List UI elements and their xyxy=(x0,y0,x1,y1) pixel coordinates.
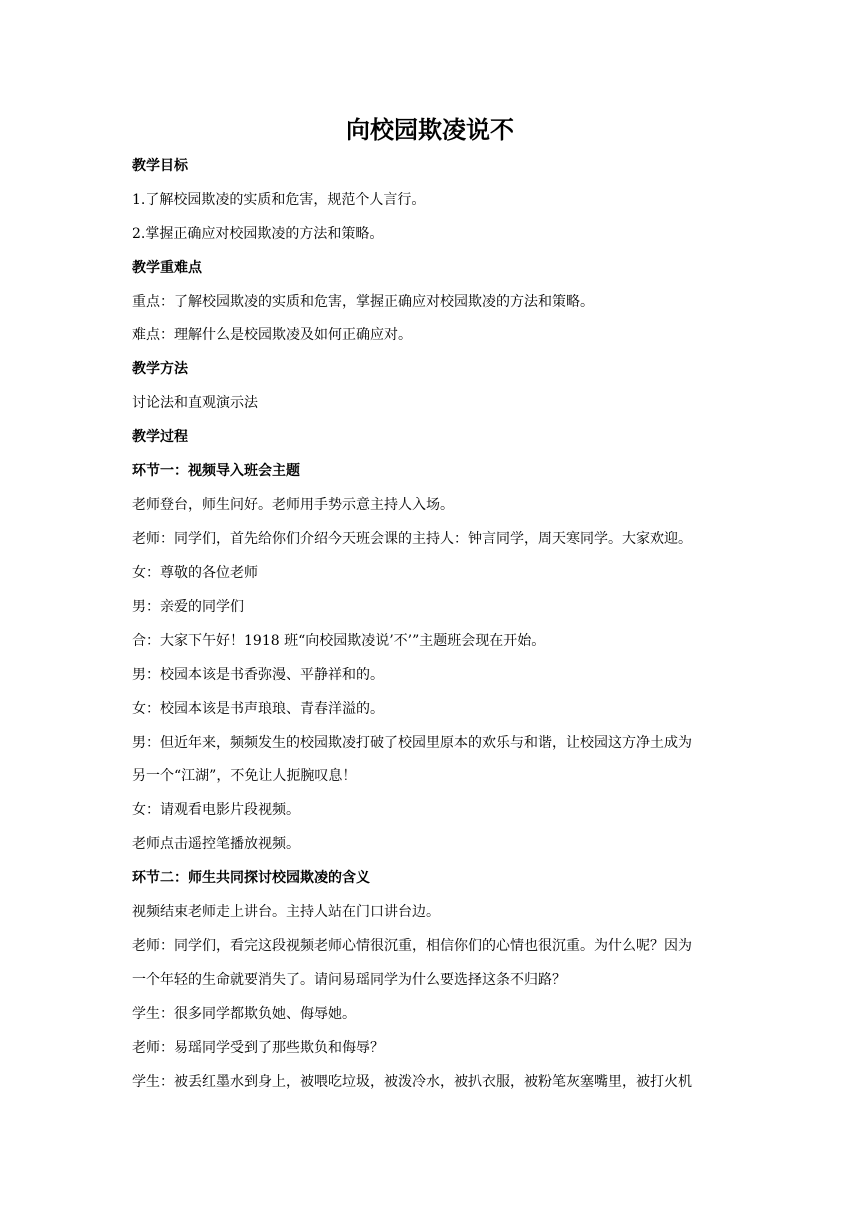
section-heading-process: 教学过程 xyxy=(132,429,188,445)
paragraph-line: 另一个“江湖”，不免让人扼腕叹息！ xyxy=(132,768,357,784)
paragraph-line: 老师点击遥控笔播放视频。 xyxy=(132,836,300,852)
paragraph-line: 男：校园本该是书香弥漫、平静祥和的。 xyxy=(132,667,384,683)
paragraph-line: 老师：同学们，首先给你们介绍今天班会课的主持人：钟言同学，周天寒同学。大家欢迎。 xyxy=(132,531,692,547)
paragraph-line: 男：亲爱的同学们 xyxy=(132,599,244,615)
section-heading-step-one: 环节一：视频导入班会主题 xyxy=(132,463,300,479)
paragraph-line: 学生：很多同学都欺负她、侮辱她。 xyxy=(132,1006,356,1022)
document-title: 向校园欺凌说不 xyxy=(346,116,514,144)
paragraph-line: 男：但近年来，频频发生的校园欺凌打破了校园里原本的欢乐与和谐，让校园这方净土成为 xyxy=(132,735,692,751)
section-heading-objectives: 教学目标 xyxy=(132,158,188,174)
paragraph-line: 难点：理解什么是校园欺凌及如何正确应对。 xyxy=(132,327,412,343)
section-heading-key-points: 教学重难点 xyxy=(132,260,202,276)
paragraph-line: 女：尊敬的各位老师 xyxy=(132,565,258,581)
paragraph-line: 视频结束老师走上讲台。主持人站在门口讲台边。 xyxy=(132,904,440,920)
paragraph-line: 一个年轻的生命就要消失了。请问易瑶同学为什么要选择这条不归路？ xyxy=(132,972,566,988)
paragraph-line: 讨论法和直观演示法 xyxy=(132,395,258,411)
paragraph-line: 重点：了解校园欺凌的实质和危害，掌握正确应对校园欺凌的方法和策略。 xyxy=(132,294,594,310)
paragraph-line: 1.了解校园欺凌的实质和危害，规范个人言行。 xyxy=(132,192,426,208)
paragraph-line: 老师：同学们，看完这段视频老师心情很沉重，相信你们的心情也很沉重。为什么呢？因为 xyxy=(132,938,692,954)
paragraph-line: 2.掌握正确应对校园欺凌的方法和策略。 xyxy=(132,226,384,242)
paragraph-line: 老师登台，师生问好。老师用手势示意主持人入场。 xyxy=(132,497,454,513)
paragraph-line: 老师：易瑶同学受到了那些欺负和侮辱？ xyxy=(132,1040,384,1056)
section-heading-methods: 教学方法 xyxy=(132,361,188,377)
paragraph-line: 女：请观看电影片段视频。 xyxy=(132,802,300,818)
paragraph-line: 学生：被丢红墨水到身上，被喂吃垃圾，被泼冷水，被扒衣服，被粉笔灰塞嘴里，被打火机 xyxy=(132,1074,692,1090)
paragraph-line: 女：校园本该是书声琅琅、青春洋溢的。 xyxy=(132,701,384,717)
paragraph-line: 合：大家下午好！1918 班“向校园欺凌说’不’”主题班会现在开始。 xyxy=(132,633,546,649)
section-heading-step-two: 环节二：师生共同探讨校园欺凌的含义 xyxy=(132,870,370,886)
